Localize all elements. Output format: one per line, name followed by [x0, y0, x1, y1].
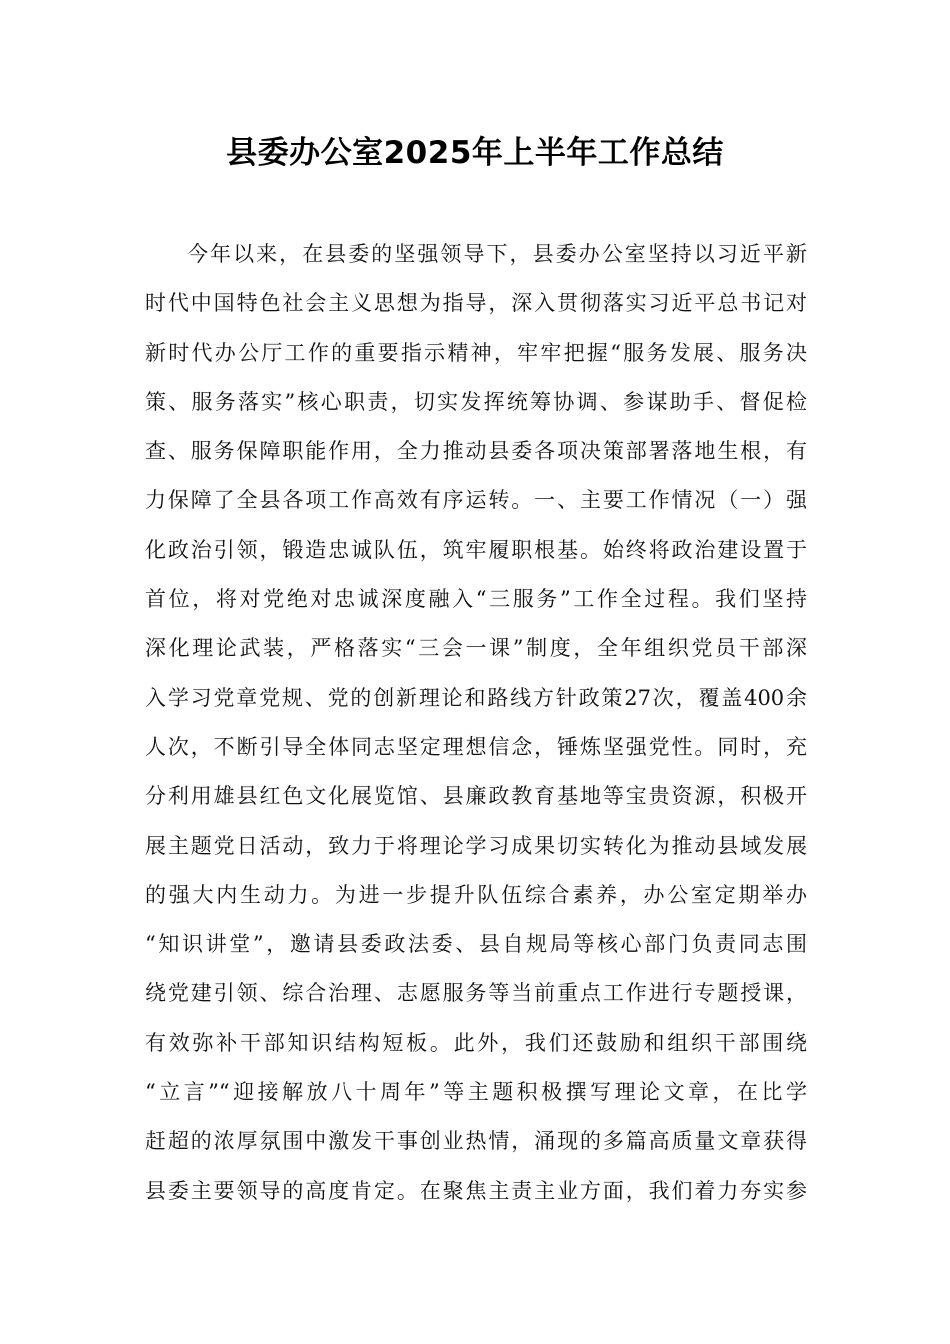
body-line-6: 力保障了全县各项工作高效有序运转。一、主要工作情况（一）强 — [145, 488, 807, 513]
body-line-16: 绕党建引领、综合治理、志愿服务等当前重点工作进行专题授课， — [145, 981, 807, 1006]
body-line-9: 深化理论武装，严格落实“三会一课”制度，全年组织党员干部深 — [145, 636, 807, 661]
body-line-17: 有效弥补干部知识结构短板。此外，我们还鼓励和组织干部围绕 — [145, 1030, 807, 1055]
body-line-7: 化政治引领，锻造忠诚队伍，筑牢履职根基。始终将政治建设置于 — [145, 537, 807, 562]
body-line-10: 入学习党章党规、党的创新理论和路线方针政策27次，覆盖400余 — [145, 685, 807, 710]
document-body — [145, 230, 807, 1216]
body-line-20: 县委主要领导的高度肯定。在聚焦主责主业方面，我们着力夯实参 — [145, 1178, 807, 1203]
body-line-19: 赶超的浓厚氛围中激发干事创业热情，涌现的多篇高质量文章获得 — [145, 1129, 807, 1154]
body-line-4: 策、服务落实”核心职责，切实发挥统筹协调、参谋助手、督促检 — [145, 389, 807, 414]
body-line-13: 展主题党日活动，致力于将理论学习成果切实转化为推动县域发展 — [145, 833, 807, 858]
body-line-8: 首位，将对党绝对忠诚深度融入“三服务”工作全过程。我们坚持 — [145, 587, 807, 612]
body-line-15: “知识讲堂”，邀请县委政法委、县自规局等核心部门负责同志围 — [145, 932, 807, 957]
body-line-3: 新时代办公厅工作的重要指示精神，牢牢把握“服务发展、服务决 — [145, 340, 807, 365]
body-line-1: 今年以来，在县委的坚强领导下，县委办公室坚持以习近平新 — [187, 242, 807, 266]
body-line-5: 查、服务保障职能作用，全力推动县委各项决策部署落地生根，有 — [145, 439, 807, 464]
body-line-12: 分利用雄县红色文化展览馆、县廉政教育基地等宝贵资源，积极开 — [145, 784, 807, 809]
body-line-11: 人次，不断引导全体同志坚定理想信念，锤炼坚强党性。同时，充 — [145, 734, 807, 759]
body-line-14: 的强大内生动力。为进一步提升队伍综合素养，办公室定期举办 — [145, 882, 807, 907]
document-title: 县委办公室2025年上半年工作总结 — [226, 135, 724, 171]
body-line-18: “立言”“迎接解放八十周年”等主题积极撰写理论文章，在比学 — [145, 1080, 807, 1105]
body-line-2: 时代中国特色社会主义思想为指导，深入贯彻落实习近平总书记对 — [145, 291, 807, 316]
